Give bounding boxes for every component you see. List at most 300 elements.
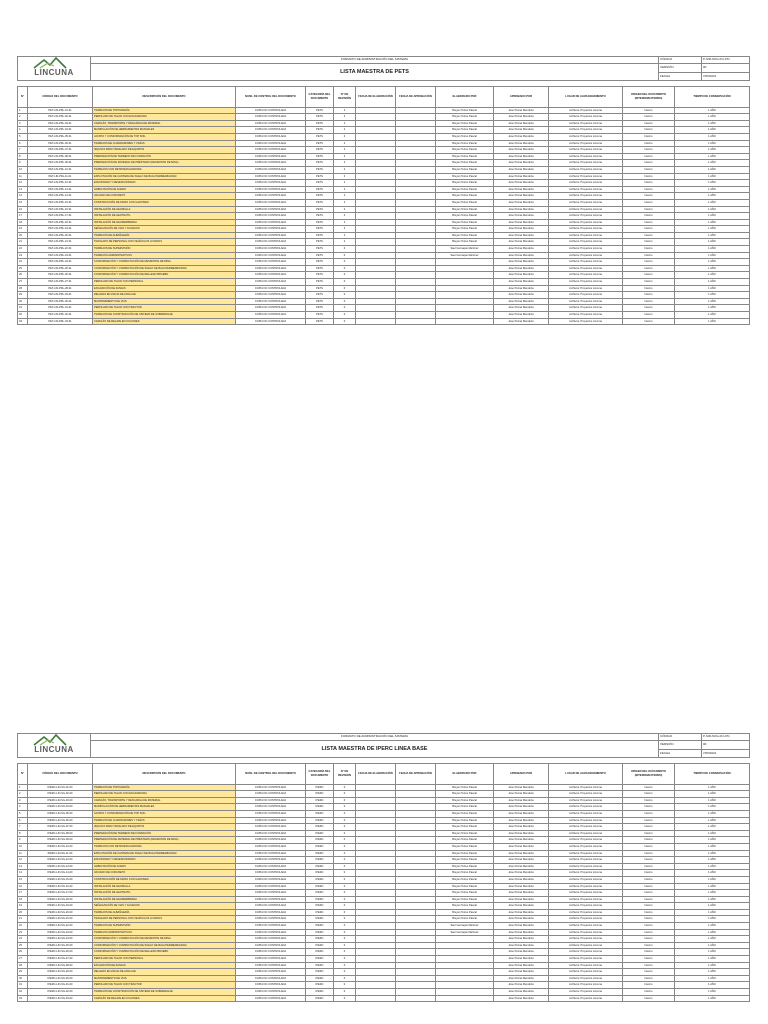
cell-retention: 1 AÑO <box>675 213 750 220</box>
cell-category: IPERC <box>306 797 334 804</box>
cell-revision: 0 <box>334 265 356 272</box>
cell-description: PERFILADO DE TALUD CON PERSONAL <box>93 279 236 286</box>
table-row <box>18 219 750 226</box>
cell-num: 1 <box>18 784 28 791</box>
cell-num: 25 <box>18 265 28 272</box>
cell-category: IPERC <box>306 810 334 817</box>
cell-code: IPERC-LIN-SG-11-00 <box>28 850 93 857</box>
cell-origin: Interno <box>623 863 675 870</box>
cell-elaborated-by: Bruyan Torres Pascal <box>436 909 494 916</box>
cell-num: 6 <box>18 817 28 824</box>
cell-description: PREPARACIÓN DE MATERIAL DE PRÉSTAMO (DESMONTE DE MINA) <box>93 837 236 844</box>
cell-approval-date <box>396 863 436 870</box>
cell-control-level: COPIA NO CONTROLADA <box>236 870 306 877</box>
table-body <box>18 107 750 325</box>
col-category: CATEGORÍA DEL DOCUMENTO <box>306 86 334 107</box>
cell-storage: Archivos: Proyectos Lincuna <box>549 259 623 266</box>
cell-revision: 2 <box>334 219 356 226</box>
cell-retention: 1 AÑO <box>675 140 750 147</box>
cell-elaborated-by: Bruyan Torres Pascal <box>436 226 494 233</box>
cell-approved-by: Jose Porras Mendoza <box>494 837 549 844</box>
cell-approved-by: Jose Porras Mendoza <box>494 160 549 167</box>
cell-revision: 0 <box>334 942 356 949</box>
cell-retention: 1 AÑO <box>675 272 750 279</box>
cell-description: TRABAJOS CON RETROEXCAVADORA <box>93 166 236 173</box>
cell-description: HABILITACIÓN DE ACERO <box>93 186 236 193</box>
cell-approval-date <box>396 949 436 956</box>
cell-description: PERFILADO DE TALUD CON TRACTOR <box>93 982 236 989</box>
cell-retention: 1 AÑO <box>675 824 750 831</box>
cell-elaborated-by: Bruyan Torres Pascal <box>436 837 494 844</box>
cell-storage: Archivos: Proyectos Lincuna <box>549 186 623 193</box>
cell-approved-by: Jose Porras Mendoza <box>494 876 549 883</box>
cell-category: IPERC <box>306 975 334 982</box>
cell-approved-by: Jose Porras Mendoza <box>494 285 549 292</box>
cell-elaborated-by <box>436 942 494 949</box>
cell-num: 6 <box>18 140 28 147</box>
cell-elaboration-date <box>356 824 396 831</box>
cell-storage: Archivos: Proyectos Lincuna <box>549 956 623 963</box>
cell-description: ENCOFRADO Y DESENCOFRADO <box>93 857 236 864</box>
cell-origin: Interno <box>623 995 675 1002</box>
cell-approved-by: Jose Porras Mendoza <box>494 870 549 877</box>
cell-control-level: COPIA NO CONTROLADA <box>236 969 306 976</box>
cell-retention: 1 AÑO <box>675 285 750 292</box>
cell-num: 3 <box>18 797 28 804</box>
cell-revision: 0 <box>334 916 356 923</box>
cell-num: 22 <box>18 923 28 930</box>
cell-revision: 0 <box>334 949 356 956</box>
date-label: FECHA <box>659 750 702 758</box>
cell-retention: 1 AÑO <box>675 305 750 312</box>
cell-description: CONFORMACIÓN Y COMPACTACIÓN DE SUELO DE BAJA PERMEABILIDAD <box>93 265 236 272</box>
cell-retention: 1 AÑO <box>675 942 750 949</box>
logo-text: LINCUNA <box>34 68 74 77</box>
cell-control-level: COPIA NO CONTROLADA <box>236 857 306 864</box>
cell-approval-date <box>396 246 436 253</box>
cell-control-level: COPIA NO CONTROLADA <box>236 140 306 147</box>
cell-origin: Interno <box>623 114 675 121</box>
cell-category: PETS <box>306 259 334 266</box>
cell-retention: 1 AÑO <box>675 219 750 226</box>
table-row <box>18 285 750 292</box>
cell-code: PET-LIN-PRL-29-01 <box>28 292 93 299</box>
cell-storage: Archivos: Proyectos Lincuna <box>549 857 623 864</box>
cell-revision: 0 <box>334 923 356 930</box>
cell-category: IPERC <box>306 883 334 890</box>
cell-category: PETS <box>306 173 334 180</box>
cell-elaborated-by: Bruyan Torres Pascal <box>436 804 494 811</box>
cell-elaboration-date <box>356 969 396 976</box>
cell-elaboration-date <box>356 982 396 989</box>
cell-origin: Interno <box>623 797 675 804</box>
cell-code: IPERC-LIN-SG-20-00 <box>28 909 93 916</box>
cell-origin: Interno <box>623 153 675 160</box>
cell-retention: 1 AÑO <box>675 969 750 976</box>
cell-elaborated-by <box>436 298 494 305</box>
date-value: 7/06/2021 <box>702 73 750 81</box>
cell-elaborated-by <box>436 969 494 976</box>
cell-code: IPERC-LIN-SG-33-00 <box>28 995 93 1002</box>
format-title: FORMATO DE ADMINISTRACIÓN DEL SISTEMA <box>91 734 659 741</box>
cell-storage: Archivos: Proyectos Lincuna <box>549 969 623 976</box>
cell-num: 7 <box>18 147 28 154</box>
table-row <box>18 120 750 127</box>
table-row <box>18 929 750 936</box>
cell-storage: Archivos: Proyectos Lincuna <box>549 206 623 213</box>
cell-approval-date <box>396 140 436 147</box>
cell-control-level: COPIA NO CONTROLADA <box>236 160 306 167</box>
cell-category: PETS <box>306 206 334 213</box>
cell-approval-date <box>396 916 436 923</box>
cell-storage: Archivos: Proyectos Lincuna <box>549 193 623 200</box>
cell-code: PET-LIN-PRL-12-01 <box>28 180 93 187</box>
cell-elaboration-date <box>356 890 396 897</box>
cell-category: IPERC <box>306 969 334 976</box>
cell-storage: Archivos: Proyectos Lincuna <box>549 784 623 791</box>
version-value: 00 <box>702 740 750 750</box>
cell-approved-by: Jose Porras Mendoza <box>494 909 549 916</box>
cell-elaboration-date <box>356 305 396 312</box>
cell-category: PETS <box>306 226 334 233</box>
cell-revision: 0 <box>334 298 356 305</box>
cell-retention: 1 AÑO <box>675 936 750 943</box>
cell-num: 26 <box>18 272 28 279</box>
cell-approval-date <box>396 133 436 140</box>
cell-num: 27 <box>18 956 28 963</box>
cell-origin: Interno <box>623 186 675 193</box>
cell-retention: 1 AÑO <box>675 312 750 319</box>
cell-origin: Interno <box>623 199 675 206</box>
cell-origin: Interno <box>623 305 675 312</box>
cell-num: 2 <box>18 114 28 121</box>
cell-approval-date <box>396 318 436 325</box>
cell-elaborated-by: Bruyan Torres Pascal <box>436 824 494 831</box>
cell-origin: Interno <box>623 810 675 817</box>
cell-storage: Archivos: Proyectos Lincuna <box>549 107 623 114</box>
cell-storage: Archivos: Proyectos Lincuna <box>549 916 623 923</box>
cell-num: 4 <box>18 804 28 811</box>
cell-approval-date <box>396 127 436 134</box>
cell-elaboration-date <box>356 114 396 121</box>
cell-elaborated-by: Bruyan Torres Pascal <box>436 830 494 837</box>
cell-approval-date <box>396 232 436 239</box>
cell-category: PETS <box>306 127 334 134</box>
col-retention: TIEMPO DE CONSERVACIÓN <box>675 86 750 107</box>
cell-approval-date <box>396 791 436 798</box>
cell-revision: 0 <box>334 982 356 989</box>
logo-cell <box>18 734 91 758</box>
cell-approved-by: Jose Porras Mendoza <box>494 232 549 239</box>
cell-approval-date <box>396 923 436 930</box>
table-row <box>18 923 750 930</box>
cell-num: 22 <box>18 246 28 253</box>
cell-approved-by: Jose Porras Mendoza <box>494 791 549 798</box>
cell-control-level: COPIA NO CONTROLADA <box>236 797 306 804</box>
table-row <box>18 226 750 233</box>
cell-origin: Interno <box>623 982 675 989</box>
cell-category: PETS <box>306 246 334 253</box>
cell-origin: Interno <box>623 909 675 916</box>
cell-approval-date <box>396 982 436 989</box>
cell-elaborated-by: Bruyan Torres Pascal <box>436 114 494 121</box>
document-title: LISTA MAESTRA DE IPERC LINEA BASE <box>91 740 659 757</box>
cell-description: TRABAJOS DE SUPERVISIÓN <box>93 246 236 253</box>
cell-elaborated-by: Bruyan Torres Pascal <box>436 173 494 180</box>
col-elaboration-date: FECHA DE ELABORACIÓN <box>356 763 396 784</box>
cell-control-level: COPIA NO CONTROLADA <box>236 817 306 824</box>
cell-elaborated-by <box>436 989 494 996</box>
cell-description: TRABAJOS DE SUPERVISIÓN <box>93 923 236 930</box>
cell-revision: 0 <box>334 969 356 976</box>
table-row <box>18 140 750 147</box>
cell-description: MANIPULACIÓN DE HERRAMIENTAS MANUALES <box>93 127 236 134</box>
cell-storage: Archivos: Proyectos Lincuna <box>549 232 623 239</box>
col-elaborated-by: ELABORADO POR <box>436 763 494 784</box>
cell-num: 21 <box>18 916 28 923</box>
version-value: 00 <box>702 63 750 73</box>
cell-approval-date <box>396 219 436 226</box>
cell-elaboration-date <box>356 180 396 187</box>
cell-storage: Archivos: Proyectos Lincuna <box>549 318 623 325</box>
cell-elaboration-date <box>356 166 396 173</box>
cell-control-level: COPIA NO CONTROLADA <box>236 312 306 319</box>
cell-retention: 1 AÑO <box>675 318 750 325</box>
cell-approved-by: Jose Porras Mendoza <box>494 305 549 312</box>
cell-control-level: COPIA NO CONTROLADA <box>236 206 306 213</box>
cell-code: PET-LIN-PRL-02-01 <box>28 114 93 121</box>
cell-description: EXPLOTACIÓN DE CANTERA DE SUELO DE BAJA PERMEABILIDAD <box>93 173 236 180</box>
cell-revision: 0 <box>334 909 356 916</box>
cell-num: 33 <box>18 995 28 1002</box>
cell-elaboration-date <box>356 837 396 844</box>
cell-retention: 1 AÑO <box>675 292 750 299</box>
col-approval-date: FECHA DE APROBACIÓN <box>396 763 436 784</box>
cell-description: IZQUILTA PARA TRASLADO DE EQUIPOS <box>93 824 236 831</box>
cell-approved-by: Jose Porras Mendoza <box>494 265 549 272</box>
cell-control-level: COPIA NO CONTROLADA <box>236 173 306 180</box>
date-value: 7/06/2021 <box>702 750 750 758</box>
cell-description: INSTALACIÓN DE GEOMALLA <box>93 206 236 213</box>
cell-approval-date <box>396 120 436 127</box>
cell-retention: 1 AÑO <box>675 127 750 134</box>
cell-elaboration-date <box>356 272 396 279</box>
cell-elaboration-date <box>356 909 396 916</box>
cell-code: IPERC-LIN-SG-05-00 <box>28 810 93 817</box>
cell-elaboration-date <box>356 259 396 266</box>
cell-retention: 1 AÑO <box>675 193 750 200</box>
cell-storage: Archivos: Proyectos Lincuna <box>549 883 623 890</box>
cell-revision: 0 <box>334 857 356 864</box>
cell-num: 11 <box>18 173 28 180</box>
cell-control-level: COPIA NO CONTROLADA <box>236 830 306 837</box>
cell-control-level: COPIA NO CONTROLADA <box>236 292 306 299</box>
cell-num: 28 <box>18 285 28 292</box>
cell-elaborated-by: Bruyan Torres Pascal <box>436 903 494 910</box>
cell-approval-date <box>396 956 436 963</box>
cell-retention: 1 AÑO <box>675 147 750 154</box>
cell-elaboration-date <box>356 206 396 213</box>
cell-revision: 0 <box>334 784 356 791</box>
cell-elaboration-date <box>356 923 396 930</box>
cell-control-level: COPIA NO CONTROLADA <box>236 127 306 134</box>
cell-approved-by: Jose Porras Mendoza <box>494 140 549 147</box>
cell-category: PETS <box>306 186 334 193</box>
cell-control-level: COPIA NO CONTROLADA <box>236 896 306 903</box>
cell-revision: 2 <box>334 140 356 147</box>
cell-retention: 1 AÑO <box>675 259 750 266</box>
cell-storage: Archivos: Proyectos Lincuna <box>549 936 623 943</box>
cell-elaborated-by <box>436 995 494 1002</box>
table-row <box>18 804 750 811</box>
cell-code: PET-LIN-PRL-03-01 <box>28 120 93 127</box>
cell-revision: 0 <box>334 810 356 817</box>
cell-description: RELLENO EN ZANJA DE ANCLAJE <box>93 969 236 976</box>
cell-control-level: COPIA NO CONTROLADA <box>236 804 306 811</box>
cell-origin: Interno <box>623 870 675 877</box>
cell-storage: Archivos: Proyectos Lincuna <box>549 272 623 279</box>
table-row <box>18 239 750 246</box>
cell-approval-date <box>396 298 436 305</box>
cell-elaboration-date <box>356 804 396 811</box>
cell-origin: Interno <box>623 206 675 213</box>
cell-category: IPERC <box>306 804 334 811</box>
cell-origin: Interno <box>623 830 675 837</box>
cell-code: IPERC-LIN-SG-19-00 <box>28 903 93 910</box>
code-value: P-SIR-SOG-FO-071 <box>702 57 750 64</box>
cell-category: IPERC <box>306 857 334 864</box>
cell-retention: 1 AÑO <box>675 107 750 114</box>
cell-approved-by: Jose Porras Mendoza <box>494 120 549 127</box>
col-elaborated-by: ELABORADO POR <box>436 86 494 107</box>
cell-num: 26 <box>18 949 28 956</box>
cell-revision: 0 <box>334 791 356 798</box>
cell-retention: 1 AÑO <box>675 857 750 864</box>
cell-control-level: COPIA NO CONTROLADA <box>236 246 306 253</box>
cell-approved-by: Jose Porras Mendoza <box>494 995 549 1002</box>
cell-code: PET-LIN-PRL-15-01 <box>28 199 93 206</box>
cell-approval-date <box>396 883 436 890</box>
cell-approved-by: Jose Porras Mendoza <box>494 817 549 824</box>
cell-elaborated-by <box>436 292 494 299</box>
cell-revision: 0 <box>334 929 356 936</box>
cell-code: IPERC-LIN-SG-31-00 <box>28 982 93 989</box>
cell-elaboration-date <box>356 784 396 791</box>
cell-num: 23 <box>18 929 28 936</box>
cell-origin: Interno <box>623 252 675 259</box>
cell-control-level: COPIA NO CONTROLADA <box>236 975 306 982</box>
table-row <box>18 298 750 305</box>
cell-category: PETS <box>306 213 334 220</box>
cell-elaborated-by: Bruyan Torres Pascal <box>436 199 494 206</box>
cell-num: 14 <box>18 193 28 200</box>
cell-storage: Archivos: Proyectos Lincuna <box>549 305 623 312</box>
cell-code: IPERC-LIN-SG-32-00 <box>28 989 93 996</box>
cell-elaboration-date <box>356 193 396 200</box>
cell-approved-by: Jose Porras Mendoza <box>494 784 549 791</box>
cell-elaboration-date <box>356 246 396 253</box>
cell-approved-by: Jose Porras Mendoza <box>494 903 549 910</box>
cell-retention: 1 AÑO <box>675 199 750 206</box>
cell-description: CARGUÍO DE RELAVE EN CICLONES <box>93 995 236 1002</box>
cell-retention: 1 AÑO <box>675 909 750 916</box>
table-row <box>18 876 750 883</box>
cell-description: MANIPULACIÓN DE HERRAMIENTAS MANUALES <box>93 804 236 811</box>
cell-approved-by: Jose Porras Mendoza <box>494 936 549 943</box>
cell-revision: 2 <box>334 133 356 140</box>
cell-approval-date <box>396 186 436 193</box>
cell-code: IPERC-LIN-SG-28-00 <box>28 962 93 969</box>
cell-elaboration-date <box>356 265 396 272</box>
cell-elaboration-date <box>356 127 396 134</box>
cell-control-level: COPIA NO CONTROLADA <box>236 810 306 817</box>
cell-code: IPERC-LIN-SG-24-00 <box>28 936 93 943</box>
cell-description: SEÑALIZACIÓN DE VIAS Y ACCESOS <box>93 903 236 910</box>
cell-category: IPERC <box>306 830 334 837</box>
cell-elaboration-date <box>356 292 396 299</box>
cell-num: 7 <box>18 824 28 831</box>
cell-storage: Archivos: Proyectos Lincuna <box>549 312 623 319</box>
cell-origin: Interno <box>623 279 675 286</box>
table-row <box>18 292 750 299</box>
cell-approval-date <box>396 239 436 246</box>
cell-retention: 1 AÑO <box>675 160 750 167</box>
cell-retention: 1 AÑO <box>675 903 750 910</box>
cell-category: PETS <box>306 120 334 127</box>
cell-retention: 1 AÑO <box>675 929 750 936</box>
table-row <box>18 956 750 963</box>
cell-retention: 1 AÑO <box>675 876 750 883</box>
cell-code: PET-LIN-PRL-27-01 <box>28 279 93 286</box>
cell-elaborated-by <box>436 285 494 292</box>
cell-approval-date <box>396 929 436 936</box>
cell-approved-by: Jose Porras Mendoza <box>494 982 549 989</box>
cell-storage: Archivos: Proyectos Lincuna <box>549 160 623 167</box>
cell-description: ACOPIO Y CONFORMACIÓN DE TOP SOIL <box>93 810 236 817</box>
cell-origin: Interno <box>623 791 675 798</box>
cell-revision: 2 <box>334 120 356 127</box>
cell-control-level: COPIA NO CONTROLADA <box>236 843 306 850</box>
cell-origin: Interno <box>623 246 675 253</box>
cell-origin: Interno <box>623 312 675 319</box>
cell-elaboration-date <box>356 147 396 154</box>
cell-num: 17 <box>18 213 28 220</box>
cell-approved-by: Jose Porras Mendoza <box>494 153 549 160</box>
cell-elaborated-by: Saul Cernaqué Martínez <box>436 246 494 253</box>
cell-elaborated-by <box>436 982 494 989</box>
document-title: LISTA MAESTRA DE PETS <box>91 63 659 80</box>
cell-retention: 1 AÑO <box>675 166 750 173</box>
cell-control-level: COPIA NO CONTROLADA <box>236 107 306 114</box>
cell-revision: 0 <box>334 850 356 857</box>
cell-description: PERFILADO DE TALUD CON PERSONAL <box>93 956 236 963</box>
cell-control-level: COPIA NO CONTROLADA <box>236 186 306 193</box>
cell-retention: 1 AÑO <box>675 252 750 259</box>
cell-revision: 2 <box>334 127 356 134</box>
cell-num: 24 <box>18 936 28 943</box>
cell-description: CONFORMACIÓN Y COMPACTACIÓN DE DESMONTE DE MINA <box>93 936 236 943</box>
cell-description: EXPLOTACIÓN DE CANTERA DE SUELO DE BAJA PERMEABILIDAD <box>93 850 236 857</box>
cell-revision: 0 <box>334 876 356 883</box>
cell-description: CARGUÍO DE RELAVE EN CICLONES <box>93 318 236 325</box>
table-row <box>18 193 750 200</box>
cell-approved-by: Jose Porras Mendoza <box>494 843 549 850</box>
cell-elaborated-by: Bruyan Torres Pascal <box>436 219 494 226</box>
cell-category: IPERC <box>306 982 334 989</box>
cell-approved-by: Jose Porras Mendoza <box>494 186 549 193</box>
cell-description: INSTALACIÓN DE GEOMEMBRANA <box>93 896 236 903</box>
lincuna-logo <box>24 57 84 77</box>
